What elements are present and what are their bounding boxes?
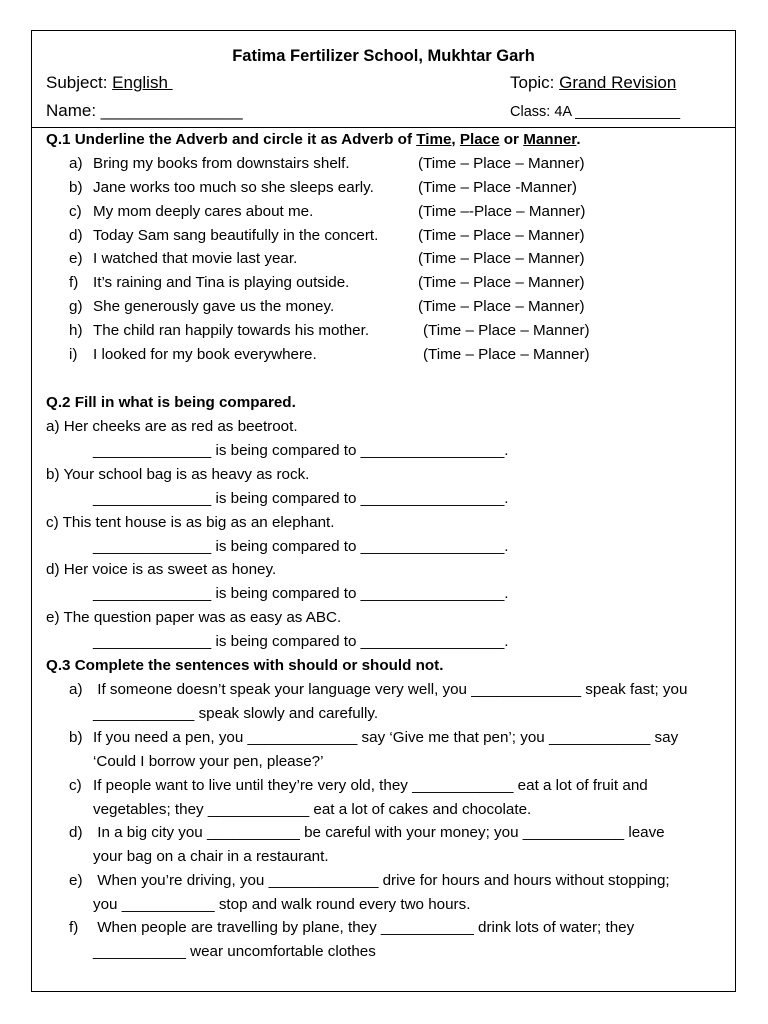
- q1-sentence: Jane works too much so she sleeps early.: [93, 179, 374, 196]
- q3-letter: b): [69, 729, 83, 746]
- q2-heading: Q.2 Fill in what is being compared.: [46, 394, 296, 411]
- q1-letter: a): [69, 155, 83, 172]
- q3-letter: e): [69, 872, 83, 889]
- class-field: Class: 4A _____________: [510, 104, 681, 120]
- q2-sentence: e) The question paper was as easy as ABC.: [46, 609, 342, 626]
- q3-letter: d): [69, 824, 83, 841]
- q1-letter: g): [69, 298, 83, 315]
- q3-letter: a): [69, 681, 83, 698]
- q2-sentence: b) Your school bag is as heavy as rock.: [46, 466, 310, 483]
- q3-line: If people want to live until they’re very old, they ____________ eat a lot of fruit and: [93, 777, 648, 794]
- q2-answer-line: ______________ is being compared to _________________.: [93, 585, 509, 602]
- q1-letter: b): [69, 179, 83, 196]
- subject-value: English: [112, 73, 173, 92]
- q1-options: (Time – Place – Manner): [418, 155, 585, 172]
- school-title: Fatima Fertilizer School, Mukhtar Garh: [232, 47, 535, 65]
- q1-options: (Time – Place – Manner): [418, 250, 585, 267]
- q1-options: (Time – Place – Manner): [423, 346, 590, 363]
- q3-line: ‘Could I borrow your pen, please?’: [93, 753, 324, 770]
- q1-letter: d): [69, 227, 83, 244]
- q1-letter: h): [69, 322, 83, 339]
- q2-sentence: c) This tent house is as big as an elephant.: [46, 514, 335, 531]
- q1-options: (Time – Place -Manner): [418, 179, 577, 196]
- q3-line: ____________ speak slowly and carefully.: [93, 705, 379, 722]
- topic-line: [510, 73, 676, 93]
- q3-letter: c): [69, 777, 82, 794]
- q1-heading: Q.1 Underline the Adverb and circle it as Adverb of Time, Place or Manner.: [46, 131, 581, 148]
- q1-sentence: It’s raining and Tina is playing outside.: [93, 274, 350, 291]
- q1-options: (Time – Place – Manner): [418, 274, 585, 291]
- q3-line: ___________ wear uncomfortable clothes: [93, 943, 376, 960]
- topic-value: Grand Revision: [559, 73, 677, 92]
- q1-sentence: Today Sam sang beautifully in the concert.: [93, 227, 379, 244]
- q1-letter: e): [69, 250, 83, 267]
- subject-line: [46, 73, 173, 93]
- header-divider: [32, 127, 735, 128]
- q1-sentence: She generously gave us the money.: [93, 298, 335, 315]
- subject-label: Subject:: [46, 73, 113, 92]
- q3-line: In a big city you ___________ be careful with your money; you ____________ leave: [93, 824, 665, 841]
- q3-line: vegetables; they ____________ eat a lot of cakes and chocolate.: [93, 801, 532, 818]
- q1-sentence: Bring my books from downstairs shelf.: [93, 155, 350, 172]
- q3-line: your bag on a chair in a restaurant.: [93, 848, 329, 865]
- q1-options: (Time – Place – Manner): [418, 227, 585, 244]
- worksheet-page: [31, 30, 736, 992]
- q2-answer-line: ______________ is being compared to _________________.: [93, 633, 509, 650]
- q3-letter: f): [69, 919, 79, 936]
- q2-answer-line: ______________ is being compared to _________________.: [93, 442, 509, 459]
- q1-options: (Time –-Place – Manner): [418, 203, 586, 220]
- q1-place: Place: [459, 131, 500, 148]
- q3-line: you ___________ stop and walk round every two hours.: [93, 896, 471, 913]
- q1-manner: Manner: [523, 131, 577, 148]
- q3-line: If you need a pen, you _____________ say ‘Give me that pen’; you ____________ say: [93, 729, 679, 746]
- q3-heading: Q.3 Complete the sentences with should or should not.: [46, 657, 444, 674]
- q1-sentence: The child ran happily towards his mother.: [93, 322, 370, 339]
- q2-answer-line: ______________ is being compared to _________________.: [93, 490, 509, 507]
- name-field: Name: _______________: [46, 101, 243, 120]
- q1-options: (Time – Place – Manner): [423, 322, 590, 339]
- q2-sentence: d) Her voice is as sweet as honey.: [46, 561, 277, 578]
- q3-line: When people are travelling by plane, they ___________ drink lots of water; they: [93, 919, 635, 936]
- q1-letter: c): [69, 203, 82, 220]
- q1-sentence: I looked for my book everywhere.: [93, 346, 317, 363]
- topic-label: Topic:: [510, 73, 560, 92]
- q1-time: Time: [416, 131, 452, 148]
- q1-letter: f): [69, 274, 79, 291]
- q2-answer-line: ______________ is being compared to _________________.: [93, 538, 509, 555]
- q1-letter: i): [69, 346, 78, 363]
- q2-sentence: a) Her cheeks are as red as beetroot.: [46, 418, 298, 435]
- q1-sentence: My mom deeply cares about me.: [93, 203, 314, 220]
- q3-line: If someone doesn’t speak your language very well, you _____________ speak fast; you: [93, 681, 688, 698]
- q3-line: When you’re driving, you _____________ drive for hours and hours without stopping;: [93, 872, 670, 889]
- q1-options: (Time – Place – Manner): [418, 298, 585, 315]
- q1-sentence: I watched that movie last year.: [93, 250, 298, 267]
